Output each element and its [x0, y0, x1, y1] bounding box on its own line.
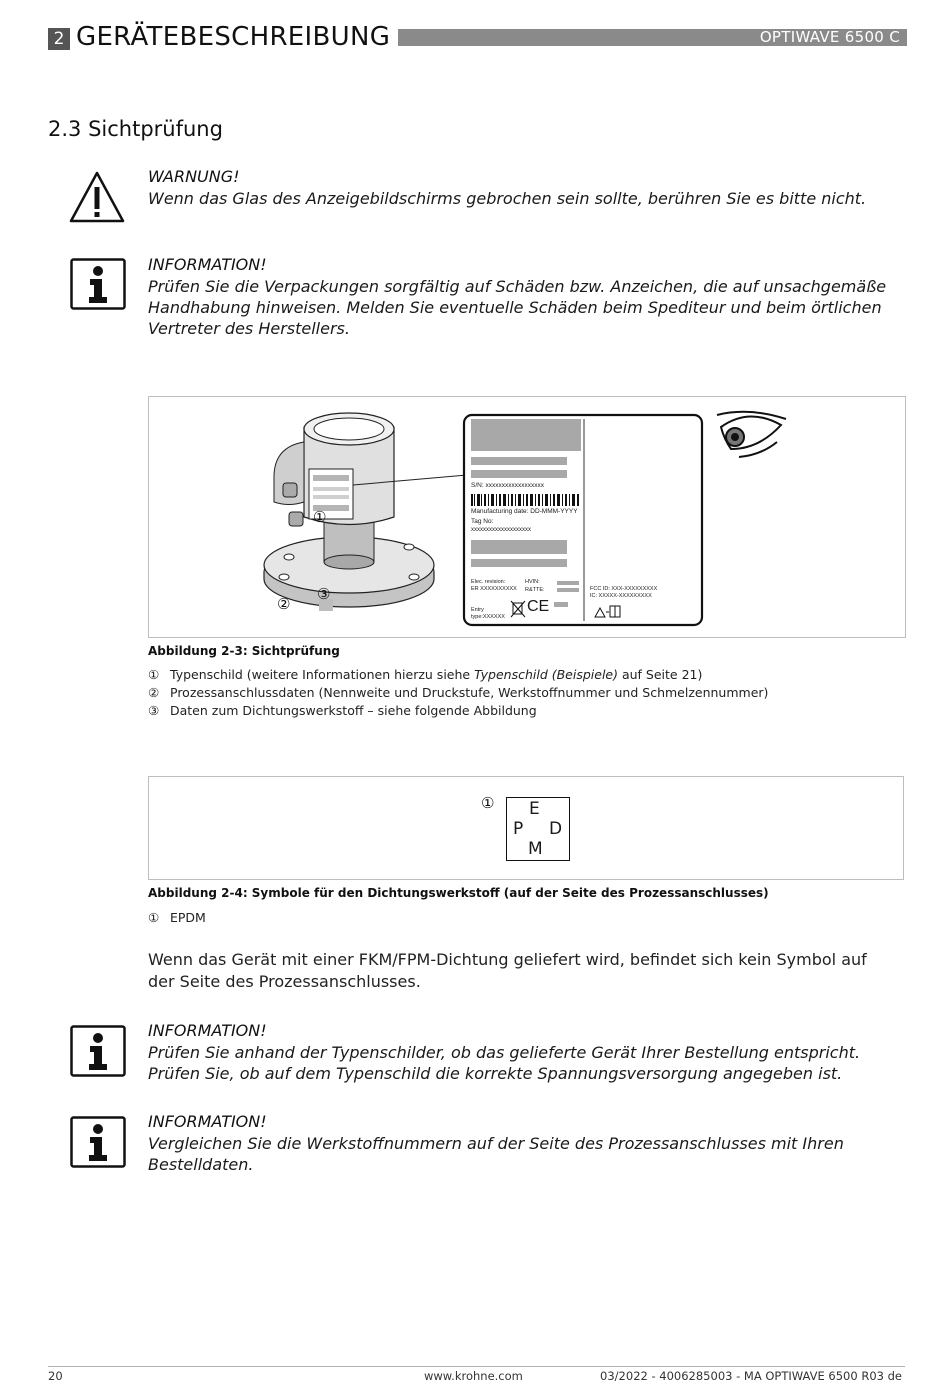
- ce-mark: CE: [527, 598, 550, 615]
- page-number: 20: [48, 1369, 63, 1383]
- plate-fcc: FCC ID: XXX-XXXXXXXXX: [590, 586, 658, 592]
- symbol-letter-m: M: [528, 839, 543, 859]
- info2-text: Prüfen Sie anhand der Typenschilder, ob das gelieferte Gerät Ihrer Bestellung entspricht. Prüfen Sie, ob auf dem Typenschild die korrekte Spannungsversorgung angegeben ist.: [148, 1043, 861, 1083]
- plate-tag-value: xxxxxxxxxxxxxxxxxxxx: [471, 527, 531, 533]
- info3-text: Vergleichen Sie die Werkstoffnummern auf der Seite des Prozessanschlusses mit Ihren Bestelldaten.: [148, 1134, 844, 1174]
- callout-1: ①: [313, 508, 327, 526]
- legend-text-after: auf Seite 21): [618, 667, 703, 682]
- symbol-letter-d: D: [549, 819, 563, 839]
- plate-elec-revision-value: ER XXXXXXXXXX: [471, 586, 517, 592]
- symbol-letter-e: E: [529, 799, 540, 819]
- warning-text: Wenn das Glas des Anzeigebildschirms gebrochen sein sollte, berühren Sie es bitte nicht.: [148, 189, 867, 208]
- plate-entry-label: Entry: [471, 607, 484, 613]
- legend-text: EPDM: [170, 910, 206, 925]
- plate-rtte: R&TTE:: [525, 587, 545, 593]
- figure1-caption: Abbildung 2-3: Sichtprüfung: [148, 644, 340, 658]
- footer-website[interactable]: www.krohne.com: [424, 1369, 523, 1383]
- figure-visual-inspection: [148, 396, 906, 638]
- chapter-number: 2: [48, 28, 70, 50]
- callout-3: ③: [317, 585, 331, 603]
- legend-reference: Typenschild (Beispiele): [474, 667, 618, 682]
- figure1-legend-item: [148, 667, 702, 682]
- figure2-legend-item: [148, 910, 206, 925]
- info2-heading: INFORMATION!: [148, 1021, 267, 1040]
- warning-heading: WARNUNG!: [148, 167, 240, 186]
- info1-heading: INFORMATION!: [148, 255, 267, 274]
- plate-tag-label: Tag No:: [471, 518, 494, 525]
- legend-text: Typenschild (weitere Informationen hierzu siehe: [170, 667, 475, 682]
- info-icon: [70, 258, 126, 310]
- legend-number: ②: [148, 685, 160, 700]
- eye-icon: [717, 412, 786, 457]
- section-title: 2.3 Sichtprüfung: [48, 117, 223, 141]
- legend-number: ①: [148, 667, 160, 682]
- body-paragraph: Wenn das Gerät mit einer FKM/FPM-Dichtung geliefert wird, befindet sich kein Symbol auf der Seite des Prozessanschlusses.: [148, 950, 867, 991]
- footer-document-reference: 03/2022 - 4006285003 - MA OPTIWAVE 6500 R03 de: [600, 1369, 902, 1383]
- info1-text: Prüfen Sie die Verpackungen sorgfältig auf Schäden bzw. Anzeichen, die auf unsachgemäße Handhabung hinweisen. Melden Sie eventuelle Schäden beim Spediteur und beim örtlichen Vertreter des Herstellers.: [148, 277, 887, 338]
- chapter-title: GERÄTEBESCHREIBUNG: [76, 22, 391, 52]
- legend-number: ①: [148, 910, 160, 925]
- plate-ic: IC: XXXXX-XXXXXXXXX: [590, 593, 652, 599]
- warning-icon: [68, 170, 126, 224]
- figure-seal-symbols: [148, 776, 904, 880]
- legend-number: ③: [148, 703, 160, 718]
- plate-serial: S/N: xxxxxxxxxxxxxxxxxx: [471, 482, 544, 489]
- symbol-letter-p: P: [513, 819, 524, 839]
- figure1-legend-item: [148, 703, 537, 718]
- product-name: OPTIWAVE 6500 C: [759, 28, 900, 46]
- footer-divider: [48, 1366, 905, 1367]
- plate-elec-revision-label: Elec. revision:: [471, 579, 506, 585]
- plate-mfg-date: Manufacturing date: DD-MMM-YYYY: [471, 508, 578, 515]
- plate-hvin: HVIN:: [525, 579, 540, 585]
- info-icon: [70, 1025, 126, 1077]
- symbol-callout: ①: [481, 794, 495, 812]
- epdm-symbol: [506, 797, 570, 861]
- legend-text: Daten zum Dichtungswerkstoff – siehe folgende Abbildung: [170, 703, 537, 718]
- info3-heading: INFORMATION!: [148, 1112, 267, 1131]
- info-icon: [70, 1116, 126, 1168]
- figure2-caption: Abbildung 2-4: Symbole für den Dichtungswerkstoff (auf der Seite des Prozessanschlusses): [148, 886, 769, 900]
- legend-text: Prozessanschlussdaten (Nennweite und Druckstufe, Werkstoffnummer und Schmelzennummer): [170, 685, 769, 700]
- plate-entry-value: type:XXXXXX: [471, 614, 505, 620]
- figure1-legend-item: [148, 685, 768, 700]
- callout-2: ②: [277, 595, 291, 613]
